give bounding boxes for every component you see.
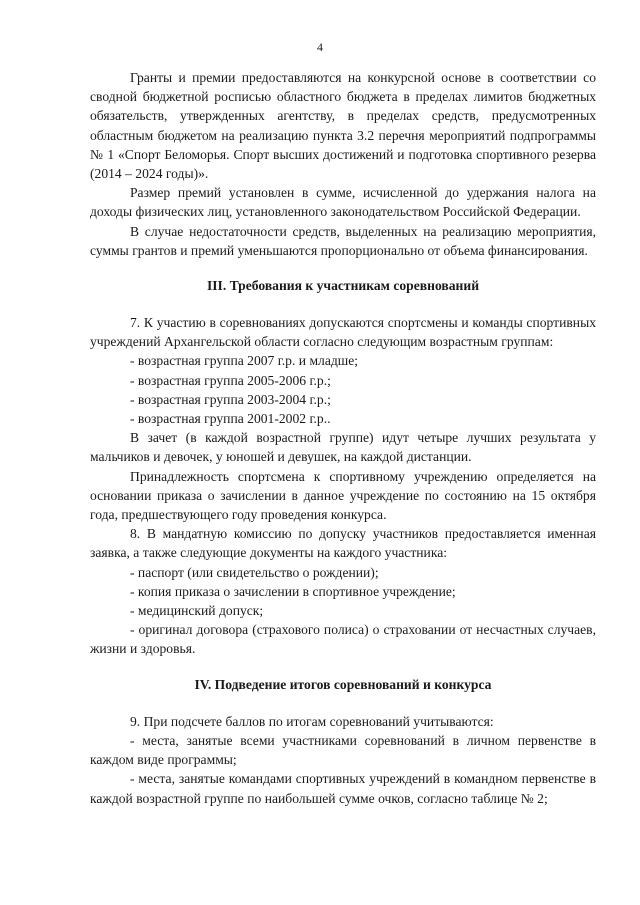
scoring-item: - места, занятые командами спортивных учреждений в командном первенстве в каждой возрастной группе по наибольшей сумме очков, согласно таблице № 2; bbox=[90, 771, 596, 806]
section-3-heading: III. Требования к участникам соревнований bbox=[206, 278, 480, 294]
age-group-item: - возрастная группа 2007 г.р. и младше; bbox=[130, 353, 359, 369]
page-number: 4 bbox=[317, 40, 323, 54]
document-item: - медицинский допуск; bbox=[130, 603, 264, 619]
paragraph-insufficient-funds: В случае недостаточности средств, выделенных на реализацию мероприятия, суммы грантов и премий уменьшаются пропорционально от объема финансирования. bbox=[90, 223, 596, 258]
document-item: - копия приказа о зачислении в спортивное учреждение; bbox=[130, 583, 456, 599]
paragraph-grants: Гранты и премии предоставляются на конкурсной основе в соответствии со сводной бюджетной росписью областного бюджета в пределах лимитов бюджетных обязательств, утвержденных агентству, в пределах средств, предусмотренных областным бюджетом на реализацию пункта 3.2 перечня мероприятий подпрограммы № 1 «Спорт Беломорья. Спорт высших достижений и подготовка спортивного резерва (2014 – 2024 годы)». bbox=[90, 70, 596, 182]
document-item: - паспорт (или свидетельство о рождении); bbox=[130, 564, 379, 580]
paragraph-prize-size: Размер премий установлен в сумме, исчисленной до удержания налога на доходы физических лиц, установленного законодательством Российской Федерации. bbox=[90, 185, 596, 220]
document-item: - оригинал договора (страхового полиса) о страховании от несчастных случаев, жизни и здоровья. bbox=[90, 622, 596, 657]
paragraph-belonging: Принадлежность спортсмена к спортивному учреждению определяется на основании приказа о зачислении в данное учреждение по состоянию на 15 октября года, предшествующего году проведения конкурса. bbox=[90, 468, 596, 523]
age-group-item: - возрастная группа 2001-2002 г.р.. bbox=[130, 411, 331, 427]
paragraph-9: 9. При подсчете баллов по итогам соревнований учитываются: bbox=[130, 713, 494, 729]
age-group-item: - возрастная группа 2005-2006 г.р.; bbox=[130, 372, 331, 388]
paragraph-8: 8. В мандатную комиссию по допуску участников предоставляется именная заявка, а также следующие документы на каждого участника: bbox=[90, 526, 596, 561]
paragraph-7: 7. К участию в соревнованиях допускаются спортсмены и команды спортивных учреждений Архангельской области согласно следующим возрастным группам: bbox=[90, 315, 596, 350]
scoring-item: - места, занятые всеми участниками соревнований в личном первенстве в каждом виде программы; bbox=[90, 732, 596, 768]
document-body bbox=[90, 68, 596, 808]
age-group-item: - возрастная группа 2003-2004 г.р.; bbox=[130, 391, 331, 407]
section-4-heading: IV. Подведение итогов соревнований и конкурса bbox=[194, 676, 492, 692]
paragraph-zachet: В зачет (в каждой возрастной группе) идут четыре лучших результата у мальчиков и девочек, у юношей и девушек, на каждой дистанции. bbox=[90, 430, 596, 465]
